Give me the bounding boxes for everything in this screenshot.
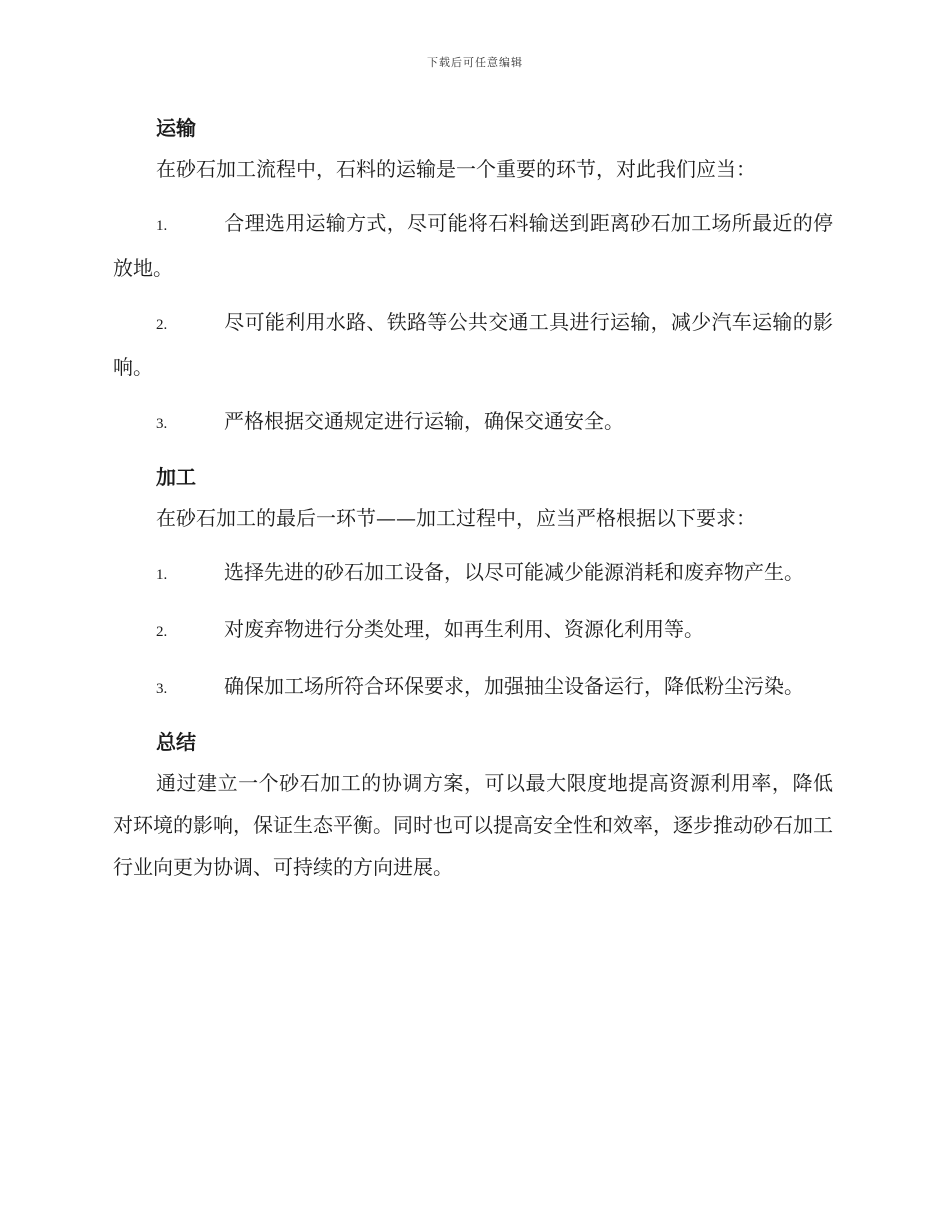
list-item	[113, 301, 833, 388]
list-item	[113, 202, 833, 289]
section-heading-summary: 总结	[156, 730, 196, 754]
list-item	[113, 551, 833, 596]
transport-intro: 在砂石加工流程中，石料的运输是一个重要的环节，对此我们应当：	[156, 157, 756, 181]
list-number: 2.	[156, 317, 168, 333]
section-heading-processing: 加工	[156, 465, 196, 489]
list-item-text: 严格根据交通规定进行运输，确保交通安全。	[224, 409, 624, 433]
list-item-text: 对废弃物进行分类处理，如再生利用、资源化利用等。	[224, 617, 704, 641]
list-number: 2.	[156, 624, 168, 640]
list-item-text: 合理选用运输方式，尽可能将石料输送到距离砂石加工场所最近的停放地。	[113, 211, 833, 280]
list-number: 1.	[156, 567, 168, 583]
list-item-text: 选择先进的砂石加工设备，以尽可能减少能源消耗和废弃物产生。	[224, 560, 804, 584]
list-item-text: 确保加工场所符合环保要求，加强抽尘设备运行，降低粉尘污染。	[224, 674, 804, 698]
header-note: 下载后可任意编辑	[427, 56, 523, 69]
list-item	[113, 665, 833, 710]
list-number: 3.	[156, 681, 168, 697]
list-item	[113, 608, 833, 653]
list-item-text: 尽可能利用水路、铁路等公共交通工具进行运输，减少汽车运输的影响。	[113, 310, 833, 379]
section-heading-transport: 运输	[156, 116, 196, 140]
processing-intro: 在砂石加工的最后一环节——加工过程中，应当严格根据以下要求：	[156, 506, 756, 530]
summary-body: 通过建立一个砂石加工的协调方案，可以最大限度地提高资源利用率，降低对环境的影响，保证生态平衡。同时也可以提高安全性和效率，逐步推动砂石加工行业向更为协调、可持续的方向进展。	[113, 771, 833, 879]
list-number: 3.	[156, 416, 168, 432]
list-item	[113, 400, 833, 445]
document-body	[113, 108, 833, 900]
list-number: 1.	[156, 218, 168, 234]
